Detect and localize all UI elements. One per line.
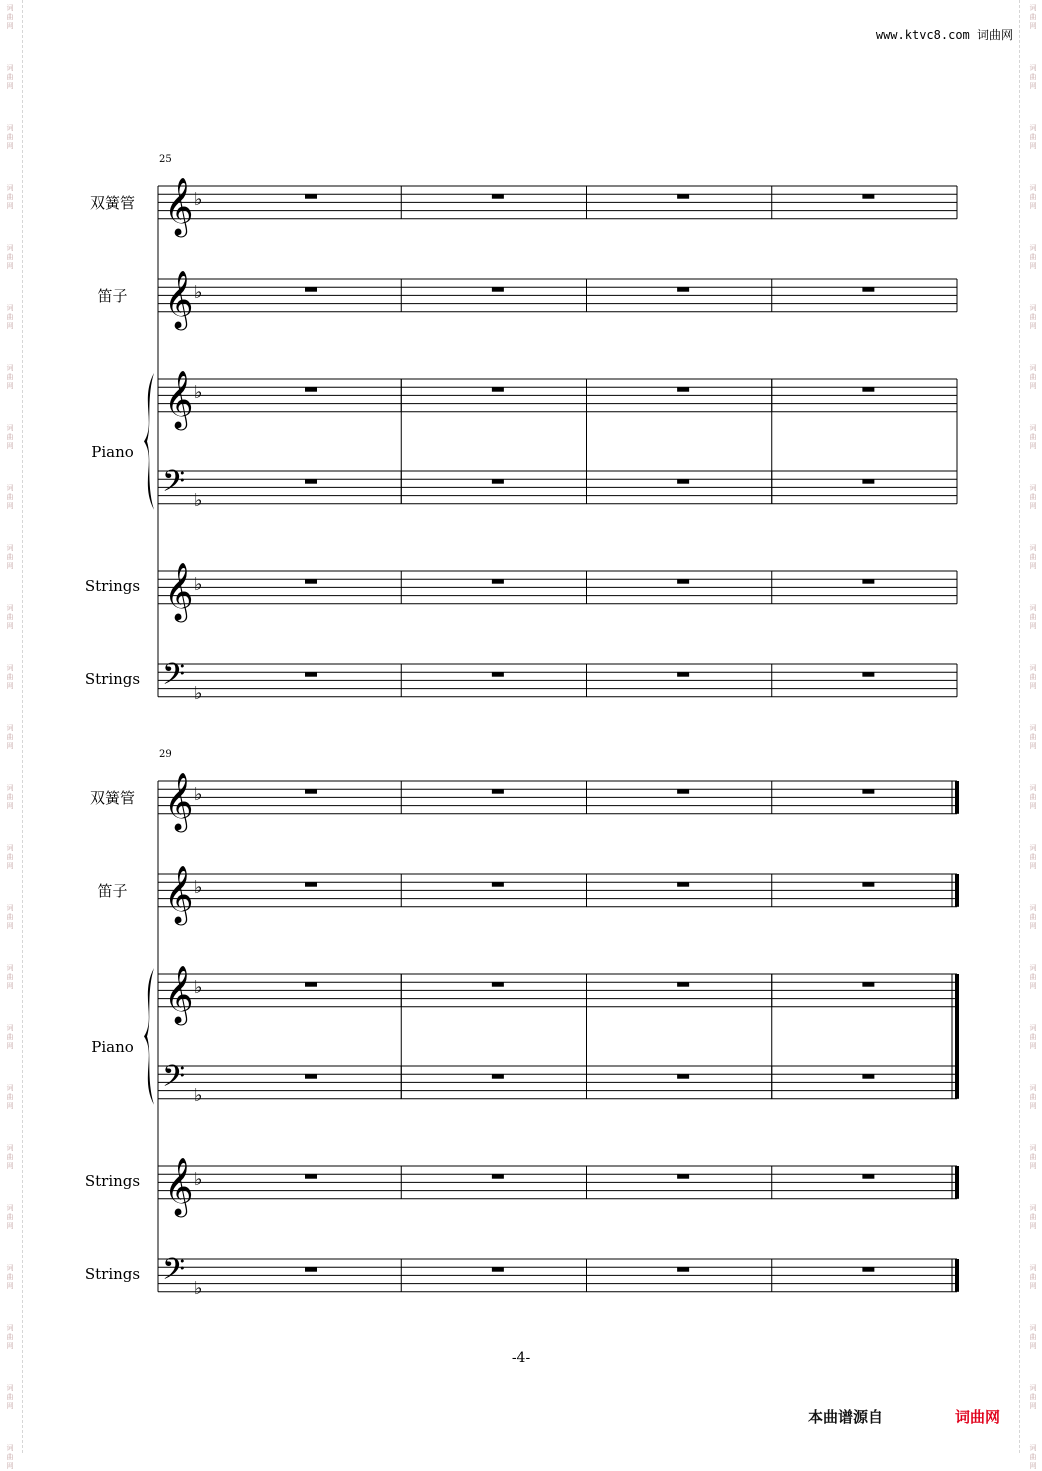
treble-clef-icon: 𝄞	[164, 1157, 194, 1215]
side-watermark-text: 词 曲 网	[6, 4, 14, 30]
whole-rest-icon	[492, 672, 504, 677]
final-thick-barline	[955, 781, 959, 814]
whole-rest-icon	[677, 579, 689, 584]
whole-rest-icon	[677, 1074, 689, 1079]
side-watermark-text: 词 曲 网	[6, 904, 14, 930]
final-thick-barline	[955, 1166, 959, 1199]
side-watermark-text: 词 曲 网	[1029, 1144, 1037, 1170]
treble-clef-icon: 𝄞	[164, 370, 194, 428]
side-watermark-text: 词 曲 网	[6, 244, 14, 270]
side-watermark-text: 词 曲 网	[1029, 604, 1037, 630]
side-watermark-text: 词 曲 网	[6, 1444, 14, 1470]
whole-rest-icon	[677, 287, 689, 292]
measure-number: 29	[159, 749, 172, 760]
bass-clef-icon: 𝄢	[162, 465, 186, 506]
whole-rest-icon	[305, 387, 317, 392]
instrument-label: Strings	[84, 577, 141, 595]
side-watermark-text: 词 曲 网	[1029, 64, 1037, 90]
whole-rest-icon	[305, 287, 317, 292]
site-url[interactable]: www.ktvc8.com 词曲网	[875, 28, 1013, 42]
side-watermark-text: 词 曲 网	[1029, 664, 1037, 690]
whole-rest-icon	[305, 789, 317, 794]
measure-number: 25	[159, 154, 172, 165]
whole-rest-icon	[492, 479, 504, 484]
side-watermark-text: 词 曲 网	[6, 184, 14, 210]
side-watermark-text: 词 曲 网	[1029, 1024, 1037, 1050]
piano-brace-icon	[144, 373, 154, 510]
whole-rest-icon	[677, 194, 689, 199]
side-watermark-text: 词 曲 网	[6, 124, 14, 150]
side-watermark-text: 词 曲 网	[6, 1024, 14, 1050]
side-watermark-text: 词 曲 网	[1029, 364, 1037, 390]
side-watermark-text: 词 曲 网	[6, 664, 14, 690]
instrument-label: 笛子	[97, 882, 128, 900]
side-watermark-text: 词 曲 网	[6, 1204, 14, 1230]
final-thick-barline	[955, 874, 959, 907]
side-watermark-text: 词 曲 网	[6, 304, 14, 330]
instrument-label: 笛子	[97, 287, 128, 305]
treble-clef-icon: 𝄞	[164, 270, 194, 328]
whole-rest-icon	[492, 882, 504, 887]
side-watermark-text: 词 曲 网	[1029, 124, 1037, 150]
whole-rest-icon	[862, 194, 874, 199]
whole-rest-icon	[862, 1074, 874, 1079]
side-watermark-text: 词 曲 网	[6, 964, 14, 990]
footer-brand-logo[interactable]: 词曲网	[955, 1408, 1001, 1426]
bass-clef-icon: 𝄢	[162, 658, 186, 699]
flat-icon: ♭	[194, 574, 203, 595]
flat-icon: ♭	[194, 282, 203, 303]
instrument-label: Piano	[91, 443, 134, 462]
flat-icon: ♭	[194, 784, 203, 805]
piano-brace-icon	[144, 968, 154, 1105]
side-watermark-text: 词 曲 网	[6, 1084, 14, 1110]
side-watermark-text: 词 曲 网	[6, 424, 14, 450]
bass-clef-icon: 𝄢	[162, 1060, 186, 1101]
side-watermark-text: 词 曲 网	[1029, 844, 1037, 870]
side-watermark-text: 词 曲 网	[1029, 184, 1037, 210]
side-watermark-text: 词 曲 网	[1029, 964, 1037, 990]
whole-rest-icon	[677, 1267, 689, 1272]
whole-rest-icon	[677, 789, 689, 794]
whole-rest-icon	[305, 672, 317, 677]
treble-clef-icon: 𝄞	[164, 562, 194, 620]
side-watermark-text: 词 曲 网	[6, 64, 14, 90]
side-watermark-text: 词 曲 网	[6, 724, 14, 750]
whole-rest-icon	[862, 1174, 874, 1179]
flat-icon: ♭	[194, 1278, 203, 1299]
whole-rest-icon	[862, 882, 874, 887]
final-thick-barline	[955, 974, 959, 1099]
whole-rest-icon	[862, 982, 874, 987]
flat-icon: ♭	[194, 490, 203, 511]
side-watermark-text: 词 曲 网	[1029, 904, 1037, 930]
instrument-label: Strings	[84, 670, 141, 688]
side-watermark-text: 词 曲 网	[6, 1264, 14, 1290]
treble-clef-icon: 𝄞	[164, 177, 194, 235]
whole-rest-icon	[862, 672, 874, 677]
final-thick-barline	[955, 1259, 959, 1292]
whole-rest-icon	[305, 882, 317, 887]
footer-source-label: 本曲谱源自	[808, 1408, 884, 1426]
whole-rest-icon	[492, 1174, 504, 1179]
instrument-label: Strings	[84, 1265, 141, 1283]
whole-rest-icon	[862, 479, 874, 484]
whole-rest-icon	[492, 387, 504, 392]
whole-rest-icon	[305, 579, 317, 584]
whole-rest-icon	[862, 387, 874, 392]
side-watermark-text: 词 曲 网	[6, 604, 14, 630]
treble-clef-icon: 𝄞	[164, 965, 194, 1023]
flat-icon: ♭	[194, 382, 203, 403]
page-number: -4-	[511, 1350, 531, 1366]
side-watermark-text: 词 曲 网	[6, 1144, 14, 1170]
whole-rest-icon	[305, 194, 317, 199]
flat-icon: ♭	[194, 1085, 203, 1106]
whole-rest-icon	[677, 387, 689, 392]
side-watermark-text: 词 曲 网	[6, 544, 14, 570]
treble-clef-icon: 𝄞	[164, 772, 194, 830]
side-watermark-text: 词 曲 网	[1029, 304, 1037, 330]
instrument-label: 双簧管	[89, 194, 135, 212]
side-watermark-text: 词 曲 网	[1029, 1264, 1037, 1290]
side-watermark-text: 词 曲 网	[6, 784, 14, 810]
flat-icon: ♭	[194, 189, 203, 210]
side-watermark-text: 词 曲 网	[1029, 724, 1037, 750]
whole-rest-icon	[305, 479, 317, 484]
side-watermark-text: 词 曲 网	[1029, 1444, 1037, 1470]
instrument-label: Strings	[84, 1172, 141, 1190]
bass-clef-icon: 𝄢	[162, 1253, 186, 1294]
whole-rest-icon	[492, 1074, 504, 1079]
whole-rest-icon	[492, 579, 504, 584]
side-watermark-text: 词 曲 网	[1029, 424, 1037, 450]
side-watermark-text: 词 曲 网	[1029, 1204, 1037, 1230]
whole-rest-icon	[677, 672, 689, 677]
whole-rest-icon	[677, 1174, 689, 1179]
flat-icon: ♭	[194, 1169, 203, 1190]
instrument-label: 双簧管	[89, 789, 135, 807]
side-watermark-text: 词 曲 网	[1029, 4, 1037, 30]
side-watermark-text: 词 曲 网	[1029, 484, 1037, 510]
side-watermark-text: 词 曲 网	[1029, 1324, 1037, 1350]
whole-rest-icon	[492, 194, 504, 199]
whole-rest-icon	[305, 1074, 317, 1079]
whole-rest-icon	[862, 287, 874, 292]
whole-rest-icon	[677, 882, 689, 887]
side-watermark-text: 词 曲 网	[1029, 1084, 1037, 1110]
whole-rest-icon	[305, 1267, 317, 1272]
whole-rest-icon	[862, 789, 874, 794]
whole-rest-icon	[677, 479, 689, 484]
instrument-label: Piano	[91, 1038, 134, 1057]
side-watermark-text: 词 曲 网	[6, 844, 14, 870]
side-watermark-text: 词 曲 网	[1029, 1384, 1037, 1410]
whole-rest-icon	[305, 1174, 317, 1179]
whole-rest-icon	[492, 982, 504, 987]
treble-clef-icon: 𝄞	[164, 865, 194, 923]
whole-rest-icon	[862, 1267, 874, 1272]
side-watermark-text: 词 曲 网	[1029, 784, 1037, 810]
side-watermark-text: 词 曲 网	[1029, 544, 1037, 570]
whole-rest-icon	[492, 287, 504, 292]
whole-rest-icon	[862, 579, 874, 584]
side-watermark-text: 词 曲 网	[6, 364, 14, 390]
side-watermark-text: 词 曲 网	[6, 484, 14, 510]
side-watermark-text: 词 曲 网	[1029, 244, 1037, 270]
flat-icon: ♭	[194, 877, 203, 898]
side-watermark-text: 词 曲 网	[6, 1384, 14, 1410]
whole-rest-icon	[492, 789, 504, 794]
whole-rest-icon	[305, 982, 317, 987]
whole-rest-icon	[677, 982, 689, 987]
side-watermark-text: 词 曲 网	[6, 1324, 14, 1350]
whole-rest-icon	[492, 1267, 504, 1272]
flat-icon: ♭	[194, 977, 203, 998]
flat-icon: ♭	[194, 683, 203, 704]
